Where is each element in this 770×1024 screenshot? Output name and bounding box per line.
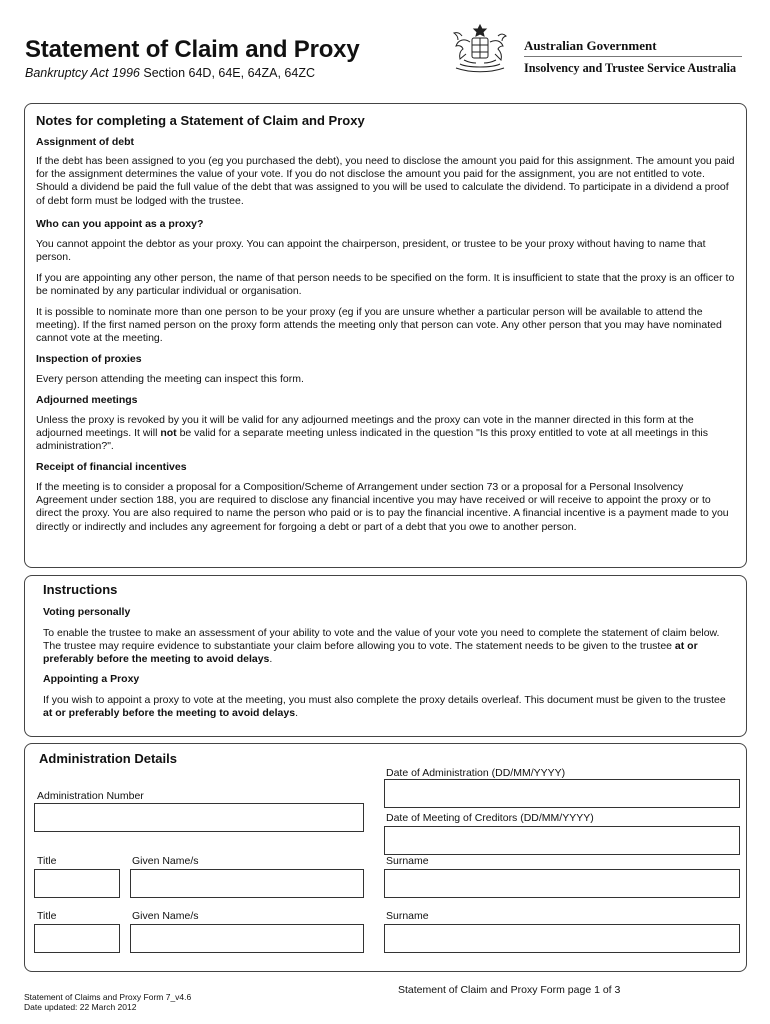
instructions-heading: Instructions — [43, 582, 118, 597]
date-of-meeting-label: Date of Meeting of Creditors (DD/MM/YYYY) — [386, 812, 594, 824]
act-name: Bankruptcy Act 1996 — [25, 66, 140, 80]
given-names-label-1: Given Name/s — [132, 855, 199, 867]
given-names-label-2: Given Name/s — [132, 910, 199, 922]
coat-of-arms-icon — [446, 22, 514, 74]
form-version-footer — [24, 992, 191, 1012]
date-updated: Date updated: 22 March 2012 — [24, 1002, 137, 1012]
assignment-heading: Assignment of debt — [36, 136, 135, 148]
surname-field-2[interactable] — [384, 924, 740, 953]
administration-number-field[interactable] — [34, 803, 364, 832]
receipt-heading: Receipt of financial incentives — [36, 461, 187, 473]
given-names-field-1[interactable] — [130, 869, 364, 898]
surname-label-2: Surname — [386, 910, 429, 922]
header-divider — [524, 56, 742, 57]
voting-heading: Voting personally — [43, 606, 131, 618]
date-of-administration-label: Date of Administration (DD/MM/YYYY) — [386, 767, 566, 779]
page-title: Statement of Claim and Proxy — [25, 36, 360, 63]
page-number-footer: Statement of Claim and Proxy Form page 1 of 3 — [398, 984, 621, 996]
title-field-1[interactable] — [34, 869, 120, 898]
appointing-heading: Appointing a Proxy — [43, 673, 140, 685]
notes-panel — [24, 103, 747, 568]
administration-number-label: Administration Number — [37, 790, 144, 802]
inspection-heading: Inspection of proxies — [36, 353, 142, 365]
assignment-text: If the debt has been assigned to you (eg you purchased the debt), you need to disclose the amount you paid for this assignment. The amount you paid for the assignment determines the value of your vote. If you do not disclose the amount you paid for the assignment, you are not entitled to vote. Should a dividend be paid the full value of the debt that was assigned to you will be used to calculate the dividend. To participate in a dividend a proof of debt form must be lodged with the trustee. — [36, 155, 735, 207]
voting-text: To enable the trustee to make an assessment of your ability to vote and the value of your vote you need to complete the statement of claim below. The trustee may require evidence to substantiate your claim before allowing you to vote. The statement needs to be given to the trustee at or preferably before the meeting to avoid delays. — [43, 627, 720, 666]
act-sections: Section 64D, 64E, 64ZA, 64ZC — [139, 66, 315, 80]
agency-name: Insolvency and Trustee Service Australia — [524, 61, 737, 75]
notes-heading: Notes for completing a Statement of Claim and Proxy — [36, 113, 365, 128]
adjourned-heading: Adjourned meetings — [36, 394, 138, 406]
proxy-text-2: If you are appointing any other person, the name of that person needs to be specified on the form. It is insufficient to state that the proxy is an officer to be nominated by any particular individual or organisation. — [36, 272, 735, 298]
proxy-heading: Who can you appoint as a proxy? — [36, 218, 204, 230]
surname-field-1[interactable] — [384, 869, 740, 898]
receipt-text: If the meeting is to consider a proposal for a Composition/Scheme of Arrangement under section 73 or a proposal for a Personal Insolvency Agreement under section 188, you are required to disclose any financial incentive you may have received or will receive to appoint the proxy or to direct the proxy. You are also required to name the person who paid or is to pay the financial incentive. A financial incentive is a payment made to you directly or indirectly and includes any agreement for forgoing a debt or part of a debt that you owe to another person. — [36, 481, 729, 533]
administration-details-panel — [24, 743, 747, 972]
date-of-administration-field[interactable] — [384, 779, 740, 808]
title-field-2[interactable] — [34, 924, 120, 953]
page-subtitle — [25, 66, 315, 80]
adjourned-text: Unless the proxy is revoked by you it will be valid for any adjourned meetings and the proxy can vote in the manner directed in this form at the adjourned meetings. It will not be valid for a separate meeting unless indicated in the question "Is this proxy entitled to vote at all meetings in this administration?". — [36, 414, 709, 453]
instructions-panel — [24, 575, 747, 737]
title-label-2: Title — [37, 910, 57, 922]
proxy-text-3: It is possible to nominate more than one person to be your proxy (eg if you are unsure whether a particular person will be available to attend the meeting). If the first named person on the proxy form attends the meeting only that person can vote. Any other person that you may have nominated cannot vote at the meeting. — [36, 306, 722, 345]
form-version: Statement of Claims and Proxy Form 7_v4.6 — [24, 992, 192, 1002]
administration-heading: Administration Details — [39, 751, 177, 766]
title-label-1: Title — [37, 855, 57, 867]
government-name: Australian Government — [524, 38, 657, 53]
date-of-meeting-field[interactable] — [384, 826, 740, 855]
proxy-text-1: You cannot appoint the debtor as your proxy. You can appoint the chairperson, president, or trustee to be your proxy without having to name that person. — [36, 238, 706, 264]
appointing-text: If you wish to appoint a proxy to vote at the meeting, you must also complete the proxy details overleaf. This document must be given to the trustee at or preferably before the meeting to avoid delays. — [43, 694, 726, 720]
inspection-text: Every person attending the meeting can inspect this form. — [36, 373, 304, 385]
given-names-field-2[interactable] — [130, 924, 364, 953]
surname-label-1: Surname — [386, 855, 429, 867]
